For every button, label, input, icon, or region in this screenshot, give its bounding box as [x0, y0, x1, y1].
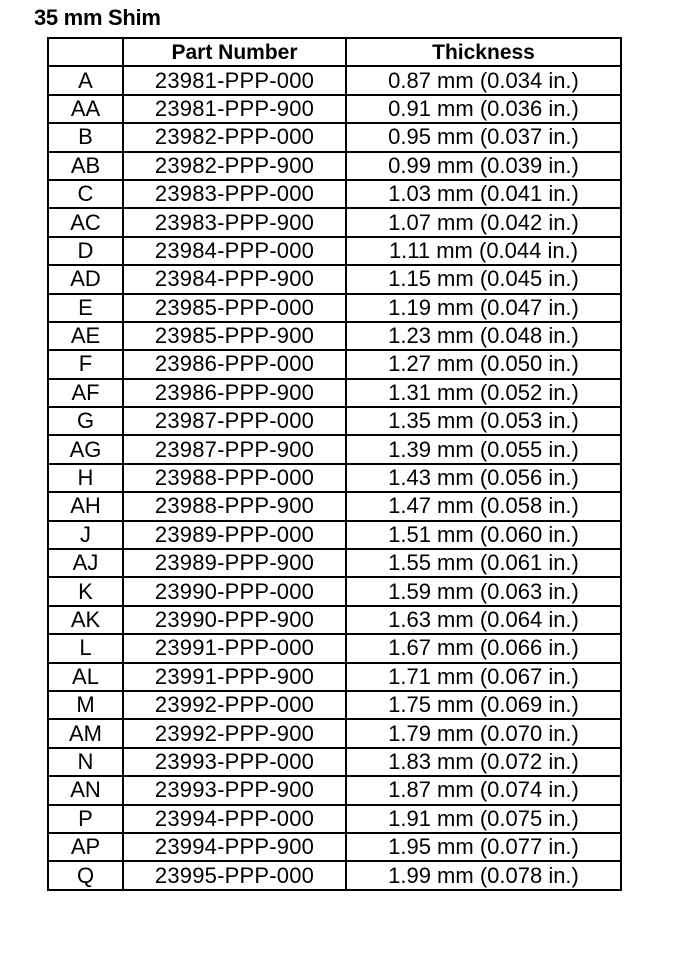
cell-code: AL [48, 663, 123, 691]
cell-code: B [48, 123, 123, 151]
table-row [48, 407, 621, 435]
cell-part-number: 23985-PPP-900 [123, 322, 346, 350]
cell-code: E [48, 294, 123, 322]
cell-code: C [48, 180, 123, 208]
cell-thickness: 1.55 mm (0.061 in.) [346, 549, 621, 577]
cell-thickness: 1.43 mm (0.056 in.) [346, 464, 621, 492]
cell-part-number: 23992-PPP-900 [123, 719, 346, 747]
table-row [48, 492, 621, 520]
cell-part-number: 23987-PPP-000 [123, 407, 346, 435]
table-row [48, 691, 621, 719]
cell-thickness: 1.91 mm (0.075 in.) [346, 805, 621, 833]
table-row [48, 634, 621, 662]
cell-thickness: 1.31 mm (0.052 in.) [346, 379, 621, 407]
cell-part-number: 23984-PPP-000 [123, 237, 346, 265]
cell-part-number: 23987-PPP-900 [123, 435, 346, 463]
cell-part-number: 23994-PPP-900 [123, 833, 346, 861]
cell-code: G [48, 407, 123, 435]
table-row [48, 350, 621, 378]
table-row [48, 861, 621, 889]
column-header-part-number: Part Number [123, 38, 346, 66]
cell-code: AP [48, 833, 123, 861]
table-row [48, 521, 621, 549]
table-row [48, 748, 621, 776]
cell-part-number: 23988-PPP-000 [123, 464, 346, 492]
shim-table [47, 37, 622, 891]
cell-thickness: 0.87 mm (0.034 in.) [346, 66, 621, 94]
cell-part-number: 23993-PPP-000 [123, 748, 346, 776]
table-row [48, 180, 621, 208]
table-row [48, 208, 621, 236]
cell-thickness: 1.51 mm (0.060 in.) [346, 521, 621, 549]
cell-part-number: 23983-PPP-900 [123, 208, 346, 236]
column-header-thickness: Thickness [346, 38, 621, 66]
column-header-code [48, 38, 123, 66]
table-row [48, 464, 621, 492]
table-row [48, 379, 621, 407]
cell-part-number: 23982-PPP-000 [123, 123, 346, 151]
table-row [48, 776, 621, 804]
cell-code: L [48, 634, 123, 662]
cell-part-number: 23981-PPP-000 [123, 66, 346, 94]
cell-part-number: 23993-PPP-900 [123, 776, 346, 804]
cell-thickness: 1.99 mm (0.078 in.) [346, 861, 621, 889]
cell-thickness: 1.07 mm (0.042 in.) [346, 208, 621, 236]
cell-thickness: 1.27 mm (0.050 in.) [346, 350, 621, 378]
table-row [48, 833, 621, 861]
table-row [48, 719, 621, 747]
cell-thickness: 1.79 mm (0.070 in.) [346, 719, 621, 747]
table-row [48, 322, 621, 350]
cell-part-number: 23985-PPP-000 [123, 294, 346, 322]
cell-code: N [48, 748, 123, 776]
table-body [48, 66, 621, 889]
cell-thickness: 1.35 mm (0.053 in.) [346, 407, 621, 435]
cell-part-number: 23988-PPP-900 [123, 492, 346, 520]
table-row [48, 805, 621, 833]
cell-code: AB [48, 152, 123, 180]
cell-thickness: 1.59 mm (0.063 in.) [346, 577, 621, 605]
table-row [48, 265, 621, 293]
cell-code: AM [48, 719, 123, 747]
cell-code: AF [48, 379, 123, 407]
table-row [48, 549, 621, 577]
cell-code: AK [48, 606, 123, 634]
cell-part-number: 23986-PPP-900 [123, 379, 346, 407]
cell-thickness: 1.83 mm (0.072 in.) [346, 748, 621, 776]
cell-code: A [48, 66, 123, 94]
cell-part-number: 23986-PPP-000 [123, 350, 346, 378]
cell-thickness: 1.03 mm (0.041 in.) [346, 180, 621, 208]
cell-thickness: 1.87 mm (0.074 in.) [346, 776, 621, 804]
cell-code: P [48, 805, 123, 833]
cell-thickness: 0.95 mm (0.037 in.) [346, 123, 621, 151]
table-row [48, 66, 621, 94]
cell-part-number: 23989-PPP-000 [123, 521, 346, 549]
table-row [48, 606, 621, 634]
table-row [48, 435, 621, 463]
cell-part-number: 23990-PPP-900 [123, 606, 346, 634]
cell-thickness: 0.91 mm (0.036 in.) [346, 95, 621, 123]
table-row [48, 95, 621, 123]
table-row [48, 663, 621, 691]
cell-thickness: 0.99 mm (0.039 in.) [346, 152, 621, 180]
cell-thickness: 1.67 mm (0.066 in.) [346, 634, 621, 662]
cell-code: D [48, 237, 123, 265]
cell-thickness: 1.23 mm (0.048 in.) [346, 322, 621, 350]
cell-code: AA [48, 95, 123, 123]
table-row [48, 237, 621, 265]
table-row [48, 577, 621, 605]
cell-part-number: 23984-PPP-900 [123, 265, 346, 293]
cell-code: K [48, 577, 123, 605]
cell-thickness: 1.47 mm (0.058 in.) [346, 492, 621, 520]
page-title: 35 mm Shim [34, 5, 161, 30]
cell-code: F [48, 350, 123, 378]
cell-code: AN [48, 776, 123, 804]
cell-thickness: 1.75 mm (0.069 in.) [346, 691, 621, 719]
cell-thickness: 1.15 mm (0.045 in.) [346, 265, 621, 293]
table-row [48, 123, 621, 151]
table-header-row [48, 38, 621, 66]
cell-code: Q [48, 861, 123, 889]
cell-code: J [48, 521, 123, 549]
cell-thickness: 1.11 mm (0.044 in.) [346, 237, 621, 265]
table-row [48, 294, 621, 322]
cell-part-number: 23981-PPP-900 [123, 95, 346, 123]
cell-part-number: 23991-PPP-000 [123, 634, 346, 662]
cell-code: AH [48, 492, 123, 520]
cell-code: AE [48, 322, 123, 350]
cell-part-number: 23991-PPP-900 [123, 663, 346, 691]
cell-part-number: 23992-PPP-000 [123, 691, 346, 719]
cell-code: AG [48, 435, 123, 463]
cell-thickness: 1.95 mm (0.077 in.) [346, 833, 621, 861]
cell-code: AJ [48, 549, 123, 577]
cell-code: M [48, 691, 123, 719]
cell-thickness: 1.19 mm (0.047 in.) [346, 294, 621, 322]
cell-code: AC [48, 208, 123, 236]
cell-thickness: 1.63 mm (0.064 in.) [346, 606, 621, 634]
cell-part-number: 23983-PPP-000 [123, 180, 346, 208]
cell-part-number: 23990-PPP-000 [123, 577, 346, 605]
cell-part-number: 23995-PPP-000 [123, 861, 346, 889]
cell-part-number: 23982-PPP-900 [123, 152, 346, 180]
cell-part-number: 23994-PPP-000 [123, 805, 346, 833]
table-row [48, 152, 621, 180]
cell-thickness: 1.39 mm (0.055 in.) [346, 435, 621, 463]
cell-thickness: 1.71 mm (0.067 in.) [346, 663, 621, 691]
cell-part-number: 23989-PPP-900 [123, 549, 346, 577]
cell-code: H [48, 464, 123, 492]
cell-code: AD [48, 265, 123, 293]
